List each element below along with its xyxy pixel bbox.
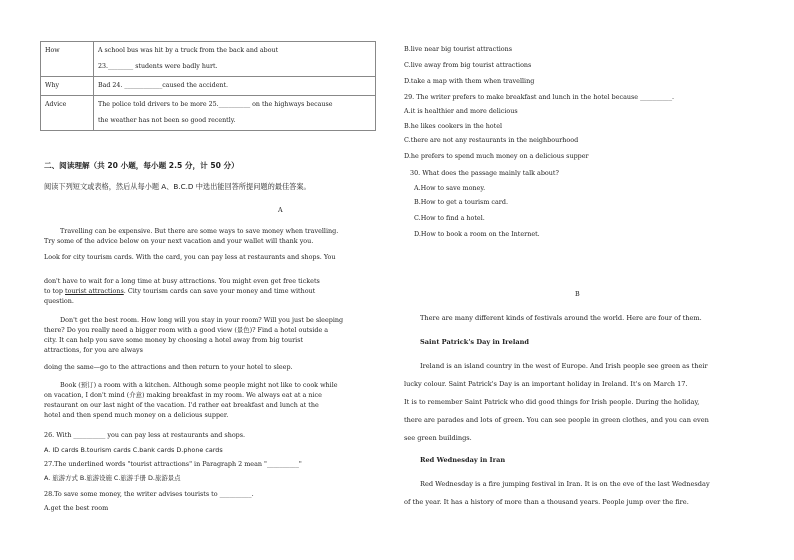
option: D.he prefers to spend much money on a delicious supper (404, 152, 589, 160)
question: 30. What does the passage mainly talk about? (410, 169, 559, 177)
question: 29. The writer prefers to make breakfast and lunch in the hotel because __________. (404, 93, 675, 101)
text-line: on vacation, I don't mind (介意) making breakfast in my room. We always eat at a nice (44, 391, 322, 399)
option: A.it is healthier and more delicious (404, 107, 518, 115)
text-line: of the year. It has a history of more than a thousand years. People jump over the fire. (404, 498, 689, 506)
options: A. 旅游方式 B.旅游设施 C.旅游手册 D.旅游景点 (44, 474, 181, 482)
section-heading: 二、阅读理解（共 20 小题，每小题 2.5 分，计 50 分） (44, 161, 239, 170)
row-key: How (41, 42, 94, 77)
option: A.get the best room (44, 504, 109, 512)
text-line: hotel and then spend much money on a delicious supper. (44, 411, 229, 419)
option: D.How to book a room on the Internet. (414, 230, 540, 238)
text-segment: to top (44, 287, 65, 295)
option: B.he likes cookers in the hotel (404, 122, 503, 130)
row-key: Advice (41, 96, 94, 131)
text-line: It is to remember Saint Patrick who did good things for Irish people. During the holiday, (404, 398, 700, 406)
question: 28.To save some money, the writer advises tourists to __________. (44, 490, 254, 498)
question: 27.The underlined words "tourist attractions" in Paragraph 2 mean "__________" (44, 460, 302, 468)
row-line: the weather has not been so good recently. (98, 117, 236, 124)
text-line: Look for city tourism cards. With the card, you can pay less at restaurants and shops. You (44, 253, 336, 261)
info-table (40, 41, 376, 131)
text-line: city. It can help you save some money by choosing a hotel away from big tourist (44, 336, 304, 344)
passage-a-label: A (278, 206, 283, 214)
passage-b-label: B (575, 290, 580, 298)
text-line: there are parades and lots of green. You can see people in green clothes, and you can even (404, 416, 709, 424)
row-value (94, 42, 376, 77)
text-line: doing the same—go to the attractions and then return to your hotel to sleep. (44, 363, 293, 371)
text-line: Don't get the best room. How long will you stay in your room? Will you just be sleeping (60, 316, 344, 324)
text-line: Try some of the advice below on your next vacation and your wallet will thank you. (44, 237, 314, 245)
text-line: question. (44, 297, 74, 305)
question: 26. With __________ you can pay less at restaurants and shops. (44, 431, 246, 439)
row-line: A school bus was hit by a truck from the back and about (98, 47, 279, 54)
options: A. ID cards B.tourism cards C.bank cards D.phone cards (44, 446, 223, 454)
text-segment: . City tourism cards can save your money and time without (123, 287, 316, 295)
subheading: Saint Patrick's Day in Ireland (420, 338, 530, 346)
text-line: see green buildings. (404, 434, 472, 442)
text-line: don't have to wait for a long time at busy attractions. You might even get free tickets (44, 277, 320, 285)
row-value (94, 96, 376, 131)
option: A.How to save money. (414, 184, 486, 192)
row-key: Why (41, 77, 94, 96)
option: C.there are not any restaurants in the neighbourhood (404, 136, 579, 144)
table-row (41, 42, 376, 77)
underlined-phrase: tourist attractions (65, 287, 124, 295)
text-line: Travelling can be expensive. But there are some ways to save money when travelling. (60, 227, 339, 235)
section-instruction: 阅读下列短文或表格，然后从每小题 A、B.C.D 中选出能回答所提问题的最佳答案。 (44, 182, 311, 191)
text-line: lucky colour. Saint Patrick's Day is an important holiday in Ireland. It's on March 17. (404, 380, 688, 388)
text-line: there? Do you really need a bigger room with a good view (景色)? Find a hotel outside a (44, 326, 329, 334)
text-line: attractions, for you are always (44, 346, 143, 354)
row-value (94, 77, 376, 96)
text-line: restaurant on our last night of the vacation. I'd rather eat breakfast and lunch at the (44, 401, 319, 409)
option: C.How to find a hotel. (414, 214, 485, 222)
table-row (41, 77, 376, 96)
text-line (44, 286, 315, 296)
option: B.How to get a tourism card. (414, 198, 508, 206)
option: B.live near big tourist attractions (404, 45, 513, 53)
row-line: 23.________ students were badly hurt. (98, 63, 218, 70)
row-line: Bad 24. ____________caused the accident. (98, 82, 229, 89)
subheading: Red Wednesday in Iran (420, 456, 506, 464)
text-line: Book (预订) a room with a kitchen. Although some people might not like to cook while (60, 381, 338, 389)
text-line: There are many different kinds of festivals around the world. Here are four of them. (420, 314, 702, 322)
text-line: Red Wednesday is a fire jumping festival in Iran. It is on the eve of the last Wednesday (420, 480, 710, 488)
table-row (41, 96, 376, 131)
option: D.take a map with them when travelling (404, 77, 535, 85)
text-line: Ireland is an island country in the west of Europe. And Irish people see green as their (420, 362, 708, 370)
option: C.live away from big tourist attractions (404, 61, 532, 69)
row-line: The police told drivers to be more 25.__________ on the highways because (98, 101, 333, 108)
